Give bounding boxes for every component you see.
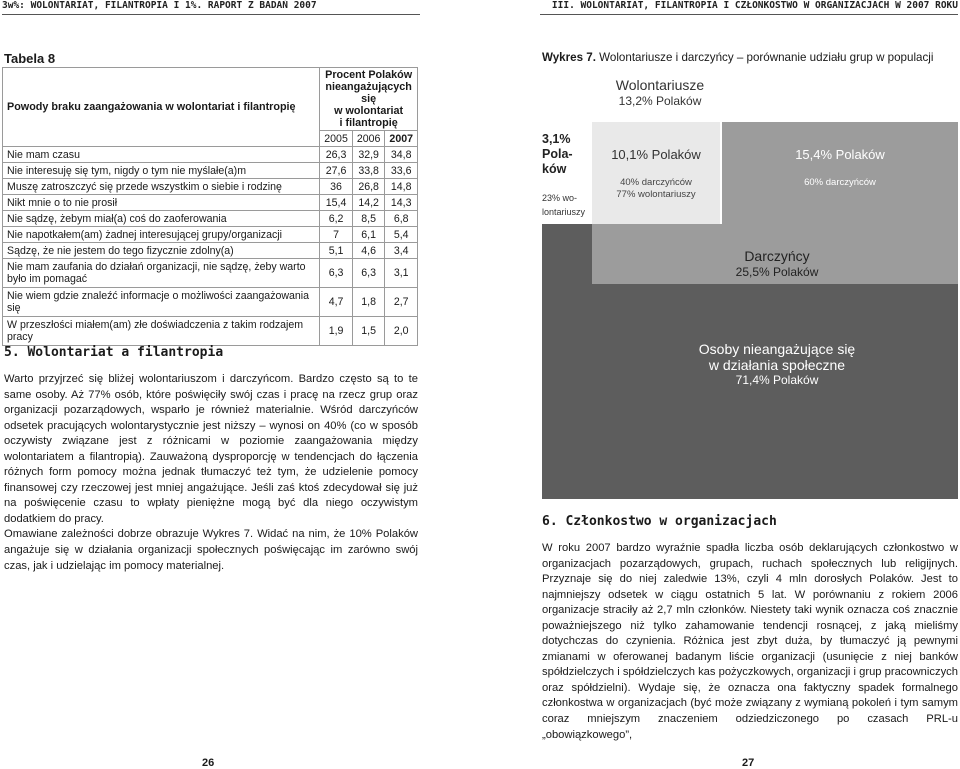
year-2005: 2005 [320, 131, 353, 147]
table-cell-2007: 3,1 [385, 259, 418, 288]
both-title: 10,1% Polaków [611, 147, 701, 162]
vol-only-line3: ków [542, 162, 567, 176]
section-5-title: 5. Wolontariat a filantropia [4, 345, 224, 360]
page-number-left: 26 [202, 757, 215, 769]
table-cell-2007: 2,7 [385, 288, 418, 317]
donors-only-note: 60% darczyńców [804, 177, 876, 188]
header-rule-right [540, 14, 958, 15]
table-row [3, 288, 418, 317]
header-rule-left [2, 14, 420, 15]
volunteers-title: Wolontariusze [615, 77, 705, 93]
year-2006: 2006 [352, 131, 385, 147]
table-cell-2006: 26,8 [352, 179, 385, 195]
vol-only-note1: 23% wo- [542, 193, 578, 203]
table-cell-2007: 6,8 [385, 211, 418, 227]
donors-title: Darczyńcy [744, 248, 810, 264]
table-row-label: Nie wiem gdzie znaleźć informacje o możliwości zaangażowania się [3, 288, 320, 317]
table-col-label: Powody braku zaangażowania w wolontariat i filantropię [3, 68, 320, 147]
year-2007: 2007 [385, 131, 418, 147]
table-cell-2007: 34,8 [385, 147, 418, 163]
volunteers-sub: 13,2% Polaków [618, 94, 702, 108]
both-note1: 40% darczyńców [620, 177, 692, 188]
table-row-label: Nie mam zaufania do działań organizacji, nie sądzę, żeby warto było im pomagać [3, 259, 320, 288]
table-cell-2007: 14,3 [385, 195, 418, 211]
table-row-label: W przeszłości miałem(am) złe doświadczenia z takim rodzajem pracy [3, 317, 320, 346]
table-cell-2006: 6,3 [352, 259, 385, 288]
table-cell-2005: 15,4 [320, 195, 353, 211]
table-row [3, 163, 418, 179]
section-6-title: 6. Członkostwo w organizacjach [542, 514, 777, 529]
table-cell-2005: 7 [320, 227, 353, 243]
table-row [3, 227, 418, 243]
running-header-right: III. WOLONTARIAT, FILANTROPIA I CZŁONKOSTWO W ORGANIZACJACH W 2007 ROKU [551, 0, 958, 11]
section-5-body [4, 372, 418, 574]
volunteers-donors-diagram [542, 67, 958, 499]
table-cell-2005: 4,7 [320, 288, 353, 317]
table-row-label: Nie interesuję się tym, nigdy o tym nie myślałe(a)m [3, 163, 320, 179]
table-cell-2006: 33,8 [352, 163, 385, 179]
table-cell-2007: 33,6 [385, 163, 418, 179]
figure-label: Wykres 7. [542, 51, 596, 64]
figure-caption [542, 51, 933, 64]
table-row [3, 259, 418, 288]
table-cell-2005: 5,1 [320, 243, 353, 259]
table-cell-2005: 6,2 [320, 211, 353, 227]
table-cell-2005: 6,3 [320, 259, 353, 288]
table-cell-2005: 26,3 [320, 147, 353, 163]
table-row-label: Nie mam czasu [3, 147, 320, 163]
section-5-paragraph-2: Omawiane zależności dobrze obrazuje Wykres 7. Widać na nim, że 10% Polaków angażuje się w działania organizacji społecznych poświęcając im zarówno swój czas, jak i udzielając im pomocy materialnej. [4, 528, 418, 572]
table-row-label: Nie sądzę, żebym miał(a) coś do zaoferowania [3, 211, 320, 227]
none-sub: 71,4% Polaków [735, 373, 819, 387]
table-row [3, 179, 418, 195]
table-cell-2005: 36 [320, 179, 353, 195]
table-cell-2006: 8,5 [352, 211, 385, 227]
table-cell-2006: 32,9 [352, 147, 385, 163]
table-cell-2006: 14,2 [352, 195, 385, 211]
section-6-body [542, 541, 958, 743]
table-col-pct: Procent Polaków nieangażujących się w wolontariat i filantropię [320, 68, 418, 131]
table-row-label: Muszę zatroszczyć się przede wszystkim o siebie i rodzinę [3, 179, 320, 195]
table-cell-2006: 1,5 [352, 317, 385, 346]
region-divider [720, 122, 722, 224]
table-cell-2007: 14,8 [385, 179, 418, 195]
both-region [592, 122, 720, 224]
table-row [3, 243, 418, 259]
vol-only-line2: Pola- [542, 147, 573, 161]
table-row [3, 317, 418, 346]
table-row-label: Sądzę, że nie jestem do tego fizycznie zdolny(a) [3, 243, 320, 259]
reasons-table [2, 67, 418, 346]
table-cell-2007: 2,0 [385, 317, 418, 346]
table-row [3, 147, 418, 163]
none-title-2: w działania społeczne [708, 357, 846, 373]
table-cell-2005: 1,9 [320, 317, 353, 346]
table-cell-2006: 6,1 [352, 227, 385, 243]
table-cell-2007: 5,4 [385, 227, 418, 243]
table-title: Tabela 8 [4, 51, 56, 66]
vol-only-note2: lontariuszy [542, 207, 586, 217]
both-note2: 77% wolontariuszy [616, 189, 696, 200]
table-cell-2005: 27,6 [320, 163, 353, 179]
running-header-left: 3w%: WOLONTARIAT, FILANTROPIA I 1%. RAPORT Z BADAŃ 2007 [2, 0, 317, 11]
section-6-paragraph: W roku 2007 bardzo wyraźnie spadła liczba osób deklarujących członkostwo w organizacjach pozarządowych, grupach, ruchach społecznych lub religijnych. Przyznaje się do niej zaledwie 13%, czyli 4 mln dorosłych Polaków. Jest to najmniejszy odsetek w ciągu ostatnich 5 lat. W porównaniu z rokiem 2006 organizacje straciły aż 2,7 mln członków. Niestety taki wynik oznacza coś znacznie poważniejszego niż tylko zahamowanie tendencji rosnącej, z jaką mieliśmy dotychczas do czynienia. Różnica jest zbyt duża, by tłumaczyć ją pewnymi zmianami w oferowanej badanym liście organizacji (usunięcie z niej banków spółdzielczych i spółdzielczych kas pożyczkowych, organizacji i grup pracowniczych oraz spółdzielni). Wydaje się, że oznacza ona faktyczny spadek formalnego członkostwa w organizacjach (być może związany z wymianą pokoleń i tym samym coraz mniejszym znaczeniem odziedziczonego po czasach PRL-u „obowiązkowego”, [542, 542, 958, 741]
table-cell-2006: 1,8 [352, 288, 385, 317]
table-cell-2006: 4,6 [352, 243, 385, 259]
section-5-paragraph-1: Warto przyjrzeć się bliżej wolontariuszom i darczyńcom. Bardzo często są to te same osoby. Aż 77% osób, które poświęciły swój czas i pracę na rzecz grup oraz organizacji pozarządowych, wsparło je również materialnie. Wśród darczyńców odsetek pracujących wolontarystycznie jest niższy – wynosi on 40% (co w sposób oczywisty związane jest z różnicami w poziomie zaangażowania między wolontariatem a filantropią). Zauważoną dysproporcję w tendencjach do łączenia różnych form pomocy można jednak tłumaczyć też tym, że udzielenie pomocy finansowej czy rzeczowej jest mniej angażujące. Jeśli zaś ktoś zdecydował się już na poświęcenie czasu to wpłaty pieniężne mogą być dla niego oczywistym dodatkiem do pracy. [4, 373, 418, 525]
vol-only-pct: 3,1% [542, 132, 571, 146]
table-row-label: Nie napotkałem(am) żadnej interesującej grupy/organizacji [3, 227, 320, 243]
donors-only-title: 15,4% Polaków [795, 147, 885, 162]
donors-sub: 25,5% Polaków [735, 265, 819, 279]
table-row [3, 195, 418, 211]
table-row [3, 211, 418, 227]
none-title-1: Osoby nieangażujące się [698, 341, 856, 357]
table-row-label: Nikt mnie o to nie prosił [3, 195, 320, 211]
table-cell-2007: 3,4 [385, 243, 418, 259]
figure-caption-text: Wolontariusze i darczyńcy – porównanie udziału grup w populacji [599, 51, 934, 64]
page-number-right: 27 [742, 757, 755, 769]
